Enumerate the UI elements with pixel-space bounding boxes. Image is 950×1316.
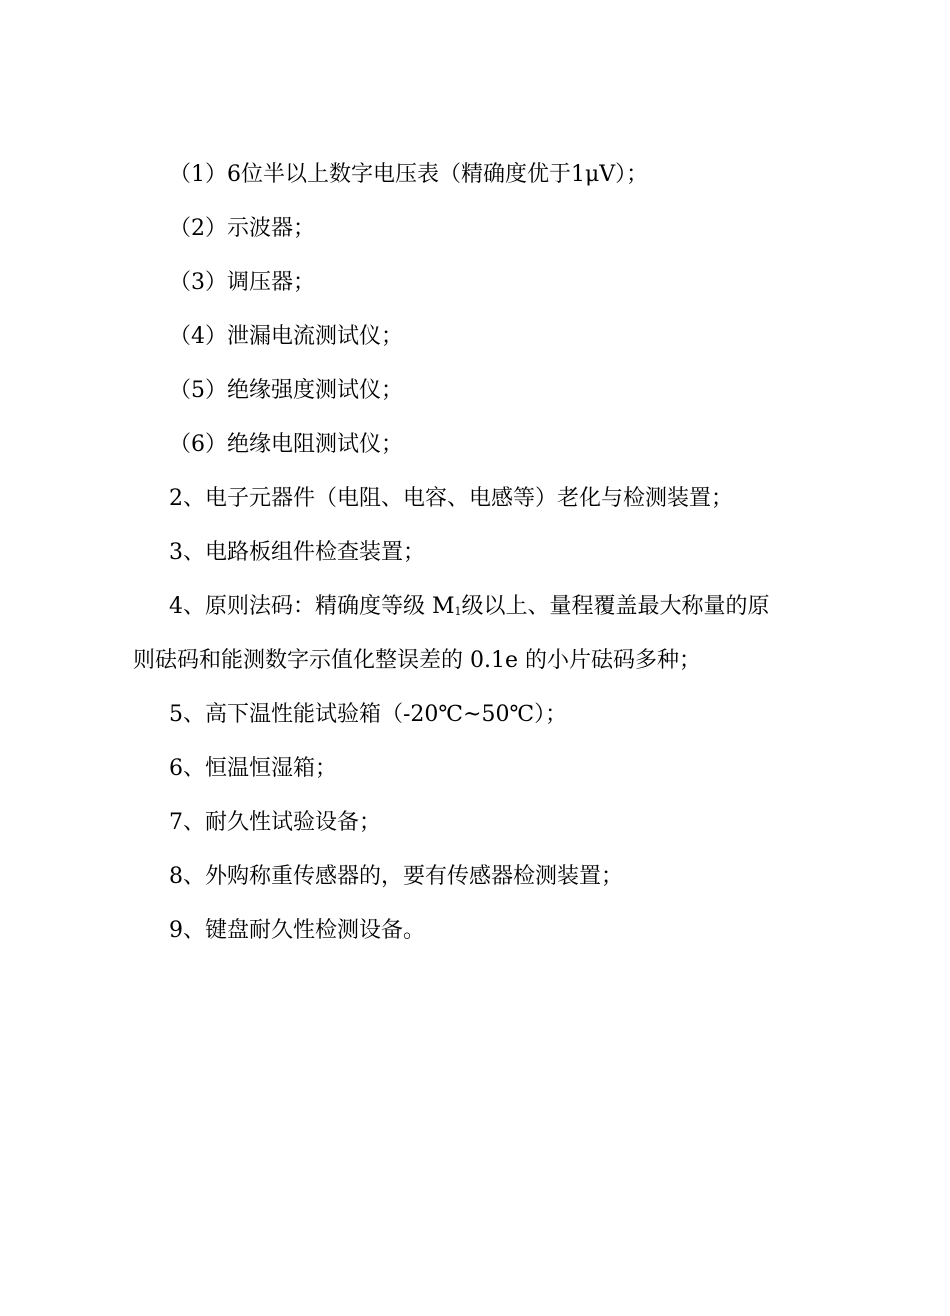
list-item: （3）调压器；	[169, 270, 315, 295]
list-item: 3、电路板组件检查装置；	[169, 540, 425, 565]
list-item: 5、高下温性能试验箱（-20℃~50℃）；	[169, 702, 568, 727]
list-item: （4）泄漏电流测试仪；	[169, 324, 403, 349]
list-item-text: 级以上、量程覆盖最大称量的原	[461, 594, 770, 619]
list-item: （1）6位半以上数字电压表（精确度优于1μV）；	[169, 162, 649, 187]
equipment-list	[133, 148, 833, 958]
list-item: 9、键盘耐久性检测设备。	[169, 918, 425, 943]
list-item-text: 4、原则法码：精确度等级 M	[169, 594, 455, 619]
list-item-standard-weights	[133, 580, 833, 634]
list-item: （2）示波器；	[169, 216, 315, 241]
subscript-text: 1	[454, 605, 462, 618]
list-item-continuation: 则砝码和能测数字示值化整误差的 0.1e 的小片砝码多种；	[133, 648, 701, 673]
list-item: （6）绝缘电阻测试仪；	[169, 432, 403, 457]
list-item: 8、外购称重传感器的，要有传感器检测装置；	[169, 864, 623, 889]
list-item: 7、耐久性试验设备；	[169, 810, 381, 835]
list-item: 2、电子元器件（电阻、电容、电感等）老化与检测装置；	[169, 486, 733, 511]
list-item: （5）绝缘强度测试仪；	[169, 378, 403, 403]
list-item: 6、恒温恒湿箱；	[169, 756, 337, 781]
